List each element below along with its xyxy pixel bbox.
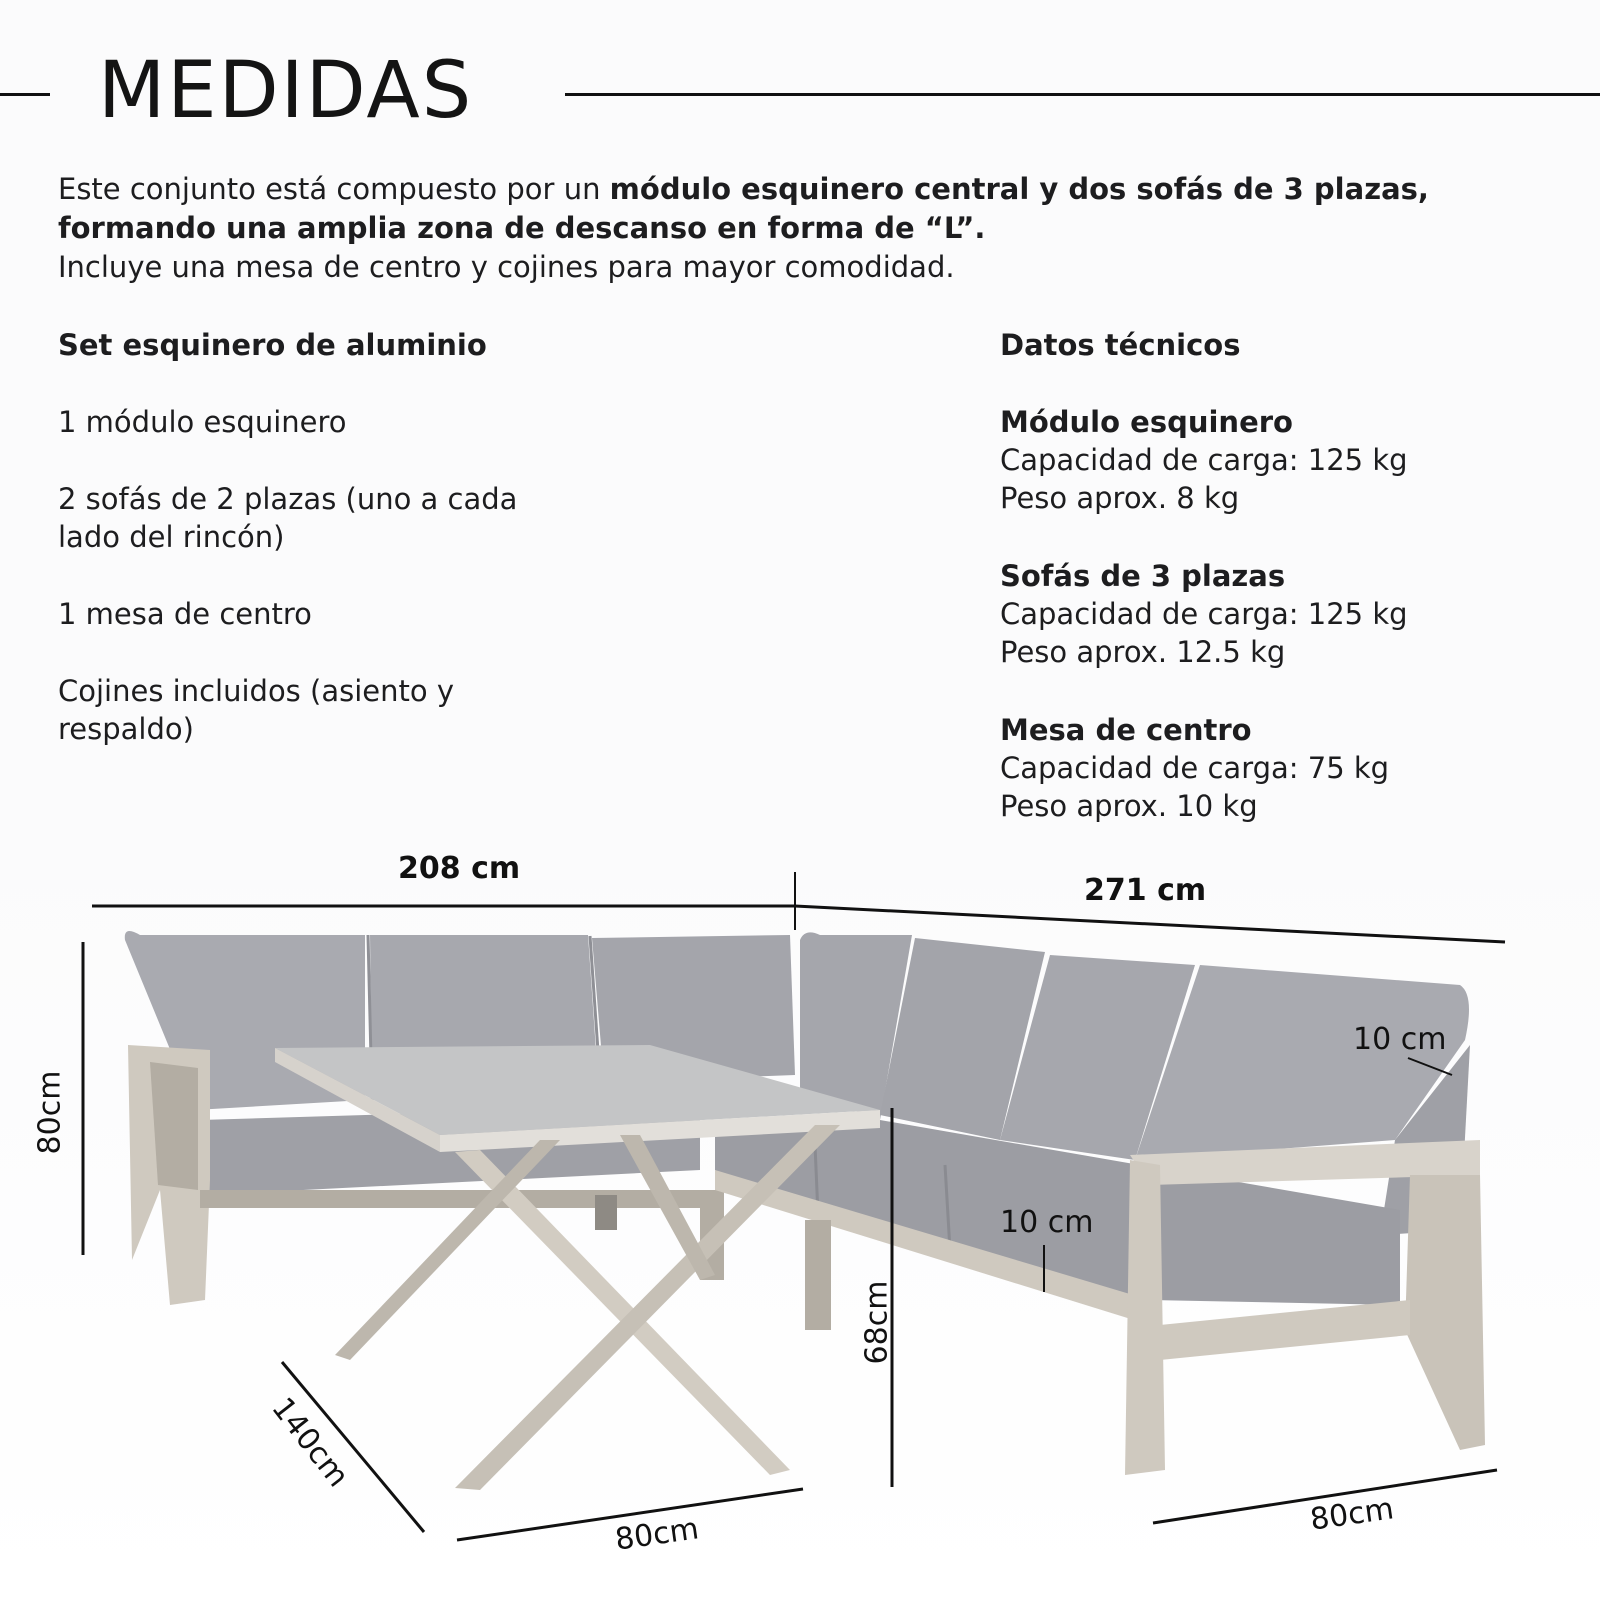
spec-group-table — [1000, 711, 1389, 825]
intro-line-2 — [58, 209, 1558, 248]
intro-bold-text-1: módulo esquinero central y dos sofás de 3 plazas, — [609, 172, 1429, 206]
page-title: MEDIDAS — [98, 46, 474, 136]
spec-weight: Peso aprox. 10 kg — [1000, 789, 1258, 823]
set-item-3: 1 mesa de centro — [58, 597, 312, 631]
set-item-4: Cojines incluidos (asiento y respaldo) — [58, 674, 454, 746]
front-leg — [1125, 1160, 1165, 1475]
furniture-illustration — [0, 840, 1600, 1600]
spec-capacity: Capacidad de carga: 125 kg — [1000, 597, 1408, 631]
dim-label-table-height: 68cm — [859, 1280, 895, 1365]
set-heading: Set esquinero de aluminio — [58, 328, 487, 362]
base-rail — [200, 1190, 700, 1208]
dim-label-208: 208 cm — [398, 851, 521, 886]
intro-paragraph — [58, 170, 1558, 287]
spec-name: Módulo esquinero — [1000, 405, 1293, 439]
dim-label-table-length: 140cm — [264, 1391, 356, 1494]
set-item-1: 1 módulo esquinero — [58, 405, 347, 439]
spec-name: Sofás de 3 plazas — [1000, 559, 1286, 593]
spec-capacity: Capacidad de carga: 125 kg — [1000, 443, 1408, 477]
intro-line-3: Incluye una mesa de centro y cojines para mayor comodidad. — [58, 250, 955, 284]
title-rule-right — [565, 93, 1600, 96]
set-item-2: 2 sofás de 2 plazas (uno a cada lado del rincón) — [58, 482, 518, 554]
dim-label-seat-cushion: 10 cm — [1000, 1205, 1094, 1240]
spec-group-corner — [1000, 403, 1408, 517]
spec-weight: Peso aprox. 8 kg — [1000, 481, 1240, 515]
dim-label-271: 271 cm — [1084, 873, 1207, 908]
dim-label-back-cushion: 10 cm — [1353, 1022, 1447, 1057]
dim-label-sofa-depth: 80cm — [1307, 1491, 1396, 1538]
title-rule-left — [0, 93, 50, 96]
dim-label-table-width: 80cm — [612, 1511, 701, 1558]
intro-plain-text: Este conjunto está compuesto por un — [58, 172, 610, 206]
intro-line-1 — [58, 170, 1558, 209]
leg — [805, 1220, 831, 1330]
spec-group-sofa — [1000, 557, 1408, 671]
spec-name: Mesa de centro — [1000, 713, 1252, 747]
spec-weight: Peso aprox. 12.5 kg — [1000, 635, 1286, 669]
spec-capacity: Capacidad de carga: 75 kg — [1000, 751, 1390, 785]
dim-label-height: 80cm — [32, 1070, 68, 1155]
intro-bold-text-2: formando una amplia zona de descanso en forma de “L”. — [58, 211, 986, 245]
specs-heading: Datos técnicos — [1000, 328, 1241, 362]
